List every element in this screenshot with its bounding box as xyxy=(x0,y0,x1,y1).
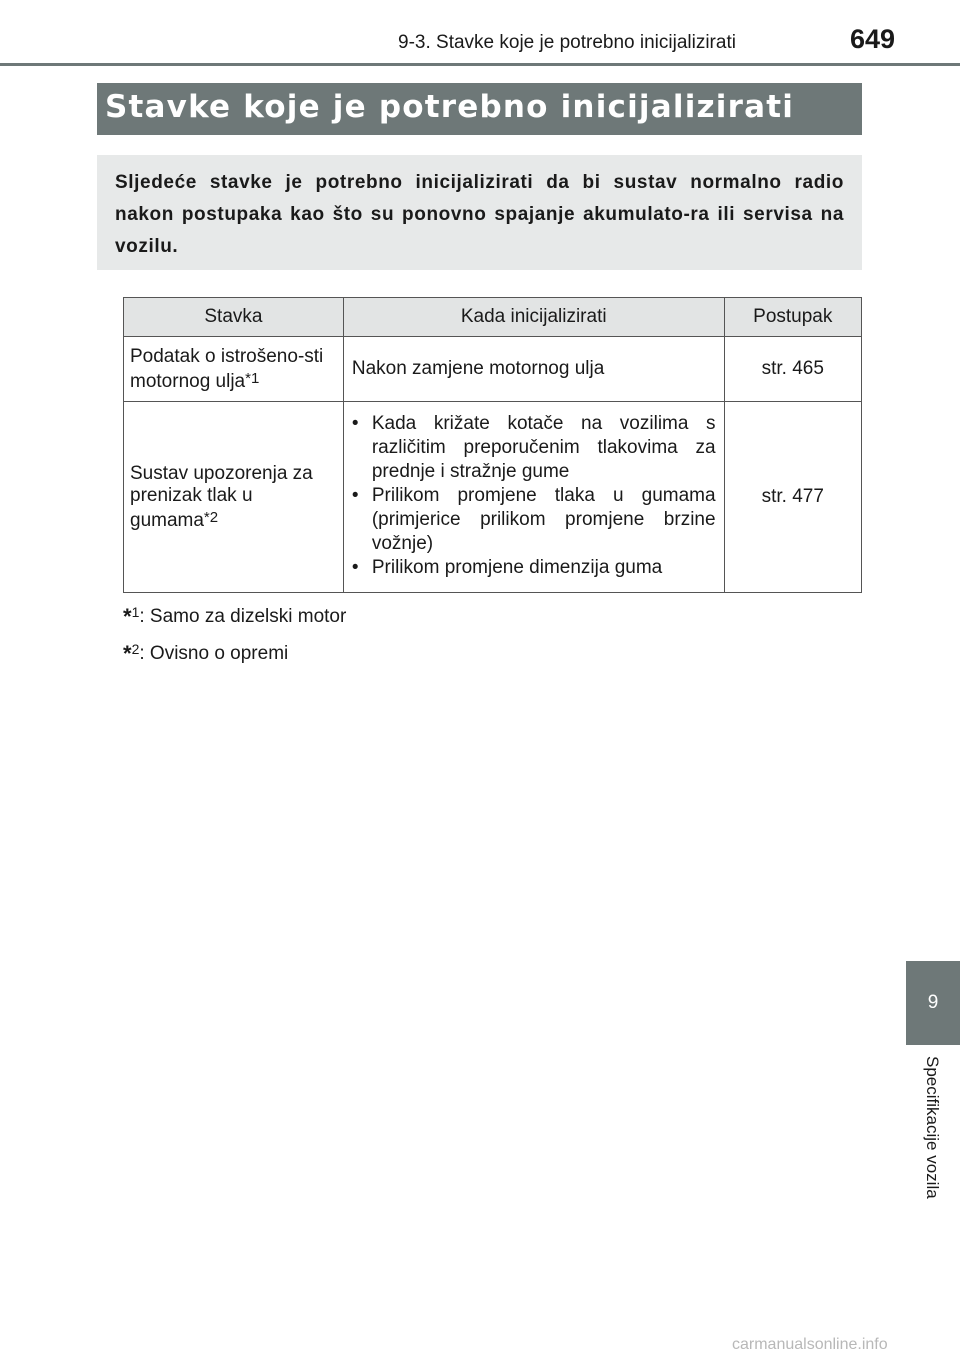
footnote-ref: *2 xyxy=(203,508,219,526)
bullet-icon: • xyxy=(351,413,359,434)
footnote-text: : Ovisno o opremi xyxy=(139,643,289,664)
page-number: 649 xyxy=(849,24,895,54)
condition-list xyxy=(352,406,716,588)
table-header-row xyxy=(124,298,862,337)
initialization-table xyxy=(123,297,862,593)
cell-item xyxy=(124,402,344,593)
footnote-star: * xyxy=(123,604,132,629)
cell-when xyxy=(343,402,724,593)
list-item xyxy=(352,412,716,484)
intro-text: Sljedeće stavke je potrebno inicijalizirati da bi sustav normalno radio nakon postupaka kao što su ponovno spajanje akumulato-ra ili servisa na vozilu. xyxy=(115,172,844,257)
page-title: Stavke koje je potrebno inicijalizirati xyxy=(105,89,795,125)
column-header-procedure: Postupak xyxy=(724,298,861,337)
footnote-number: 2 xyxy=(131,641,140,657)
chapter-label-container xyxy=(917,1056,947,1236)
footnote-2 xyxy=(123,641,288,667)
page-reference: str. 477 xyxy=(724,402,861,593)
list-item-text: Prilikom promjene dimenzija guma xyxy=(371,557,663,578)
page-title-bar xyxy=(97,83,862,135)
list-item-text: Prilikom promjene tlaka u gumama (primjerice prilikom promjene brzine vožnje) xyxy=(371,485,716,554)
bullet-icon: • xyxy=(351,485,359,506)
list-item xyxy=(352,556,716,580)
column-header-item: Stavka xyxy=(124,298,344,337)
footnote-ref: *1 xyxy=(245,369,260,387)
list-item xyxy=(352,484,716,556)
chapter-tab xyxy=(906,961,960,1045)
chapter-label: Specifikacije vozila xyxy=(923,1056,942,1199)
footnote-1 xyxy=(123,604,346,630)
watermark: carmanualsonline.info xyxy=(732,1336,888,1353)
table-row xyxy=(124,337,862,402)
cell-item xyxy=(124,337,344,402)
footnote-number: 1 xyxy=(131,604,140,620)
section-header-title: 9-3. Stavke koje je potrebno inicijalizirati xyxy=(398,32,736,53)
item-text: Sustav upozorenja za prenizak tlak u gumama xyxy=(130,462,313,531)
cell-when: Nakon zamjene motornog ulja xyxy=(343,337,724,402)
item-text: Podatak o istrošeno-sti motornog ulja xyxy=(130,345,324,392)
footnote-text: : Samo za dizelski motor xyxy=(139,606,347,627)
list-item-text: Kada križate kotače na vozilima s različitim preporučenim tlakovima za prednje i stražnje gume xyxy=(371,413,716,482)
column-header-when: Kada inicijalizirati xyxy=(343,298,724,337)
chapter-number: 9 xyxy=(927,992,939,1013)
footnote-star: * xyxy=(123,641,132,666)
header-divider xyxy=(0,63,960,66)
table-row xyxy=(124,402,862,593)
page-reference: str. 465 xyxy=(724,337,861,402)
intro-box xyxy=(97,155,862,270)
bullet-icon: • xyxy=(351,557,359,578)
